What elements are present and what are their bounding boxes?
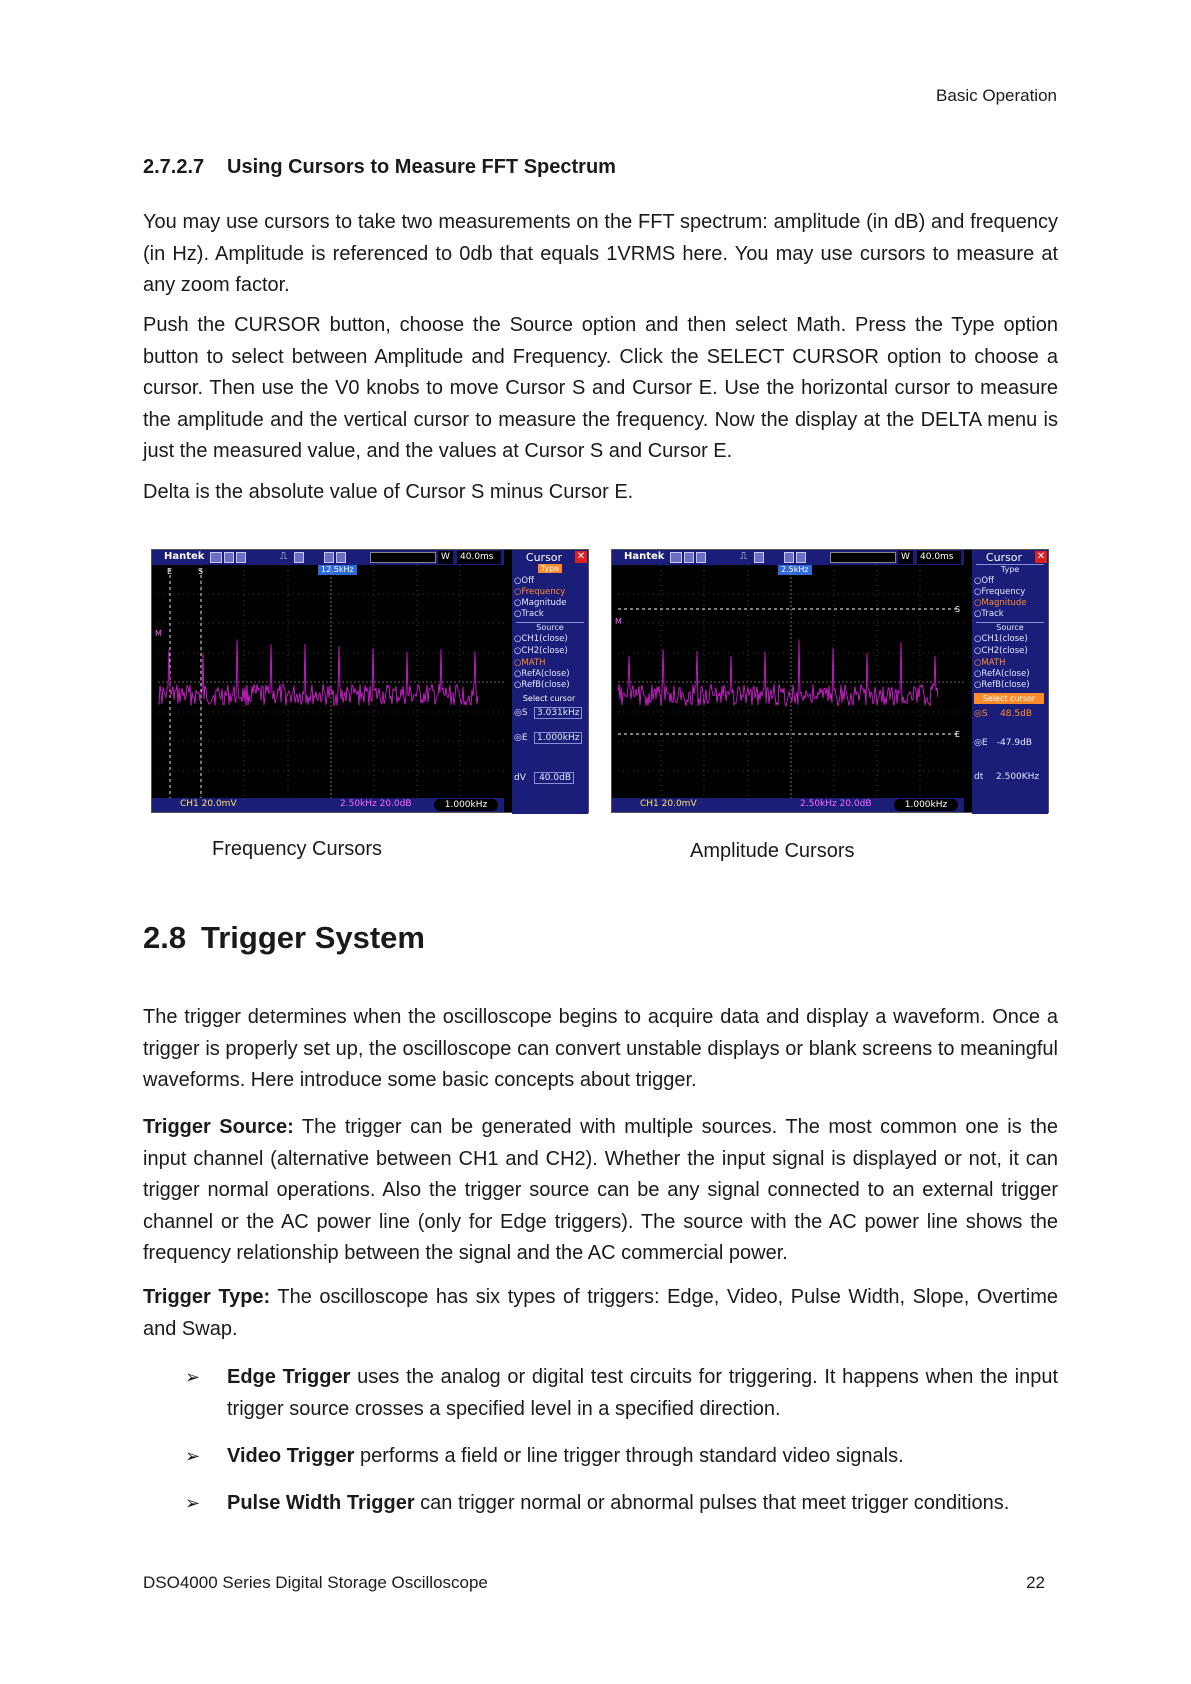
trigger-mode-icon xyxy=(754,552,764,563)
trigger-frequency-label: 2.5kHz xyxy=(778,565,812,575)
page-number: 22 xyxy=(1026,1573,1045,1592)
fft-display xyxy=(155,565,504,800)
caption-frequency-cursors: Frequency Cursors xyxy=(212,838,383,860)
wave-icon xyxy=(210,552,222,563)
close-icon[interactable]: ✕ xyxy=(576,551,586,562)
run-icon xyxy=(696,552,706,563)
type-option-off[interactable]: ○Off xyxy=(974,576,994,586)
fft-trace xyxy=(158,640,478,706)
figure-frequency-cursors xyxy=(151,549,589,813)
section-heading xyxy=(143,156,616,179)
cursor-s-marker: S xyxy=(198,567,204,576)
cursor-menu-title: Cursor xyxy=(985,551,1023,564)
memory-bar-icon xyxy=(830,552,896,563)
paragraph-cursor-procedure: Push the CURSOR button, choose the Source option and then select Math. Press the Type option button to select between Amplitude and Frequency. Click the SELECT CURSOR option to choose a cursor. Then use the V0 knobs to move Cursor S and Cursor E. Use the horizontal cursor to measure the amplitude and the vertical cursor to measure the frequency. Now the display at the DELTA menu is just the measured value, and the values at Cursor S and Cursor E. xyxy=(143,314,1058,462)
source-group-title: Source xyxy=(976,622,1044,632)
w-indicator: W xyxy=(438,551,453,564)
cursor-menu-panel xyxy=(972,550,1048,814)
math-scale: 2.50kHz 20.0dB xyxy=(340,799,412,809)
paragraph-delta: Delta is the absolute value of Cursor S minus Cursor E. xyxy=(143,481,634,503)
source-option-refa[interactable]: ○RefA(close) xyxy=(974,669,1030,679)
trigger-edge-icon: ⎍ xyxy=(280,551,287,562)
type-option-magnitude[interactable]: ○Magnitude xyxy=(974,598,1027,608)
paragraph-fft-cursors-intro: You may use cursors to take two measurements on the FFT spectrum: amplitude (in dB) and frequency (in Hz). Amplitude is referenced to 0db that equals 1VRMS here. You may use cursors to measure at any zoom factor. xyxy=(143,211,1058,296)
close-icon[interactable]: ✕ xyxy=(1036,551,1046,562)
cursor-e-readout: ◎E -47.9dB xyxy=(974,738,1032,748)
math-channel-marker: M xyxy=(615,617,622,626)
select-cursor-button[interactable]: Select cursor xyxy=(974,693,1044,704)
type-option-magnitude[interactable]: ○Magnitude xyxy=(514,598,567,608)
trigger-type-label: Trigger Type: xyxy=(143,1286,271,1308)
trigger-type-text: The oscilloscope has six types of triggers: Edge, Video, Pulse Width, Slope, Overtime and Swap. xyxy=(143,1286,1058,1340)
source-option-refb[interactable]: ○RefB(close) xyxy=(974,680,1030,690)
bullet-video-trigger: ➢ Video Trigger performs a field or line trigger through standard video signals. xyxy=(185,1441,1058,1473)
section-title: Using Cursors to Measure FFT Spectrum xyxy=(227,156,616,178)
graticule-axes xyxy=(158,565,504,800)
caption-amplitude-cursors: Amplitude Cursors xyxy=(690,840,855,862)
source-option-math[interactable]: ○MATH xyxy=(974,658,1006,668)
delta-readout: dV 40.0dB xyxy=(514,772,584,784)
memory-bar-icon xyxy=(370,552,436,563)
bullet-edge-trigger: ➢ Edge Trigger uses the analog or digital test circuits for triggering. It happens when the input trigger source crosses a specified level in a specified direction. xyxy=(185,1362,1058,1425)
wave-icon xyxy=(670,552,682,563)
usb-icon xyxy=(784,552,794,563)
type-group-title: Type xyxy=(976,564,1044,574)
chapter-number: 2.8 xyxy=(143,920,187,955)
graticule-axes xyxy=(618,565,964,800)
arrow-bullet-icon: ➢ xyxy=(185,1446,201,1466)
cursor-e-marker: E xyxy=(955,730,961,739)
run-icon xyxy=(236,552,246,563)
cursor-s-marker: S xyxy=(955,605,961,614)
trigger-frequency-label: 12.5kHz xyxy=(318,565,357,575)
cursor-s-readout: ◎S 48.5dB xyxy=(974,709,1032,719)
timebase-readout: 40.0ms xyxy=(457,551,501,564)
paragraph-trigger-source xyxy=(143,1112,1058,1270)
cursor-e-marker: E xyxy=(167,567,173,576)
select-cursor-button[interactable]: Select cursor xyxy=(522,694,576,703)
cursor-menu-panel xyxy=(512,550,588,814)
type-option-track[interactable]: ○Track xyxy=(974,609,1004,619)
paragraph-trigger-type xyxy=(143,1282,1058,1345)
type-option-frequency[interactable]: ○Frequency xyxy=(514,587,566,597)
math-scale: 2.50kHz 20.0dB xyxy=(800,799,872,809)
fft-display xyxy=(615,565,964,800)
source-option-ch2[interactable]: ○CH2(close) xyxy=(514,646,568,656)
running-header: Basic Operation xyxy=(936,86,1057,105)
cursor-lines xyxy=(170,567,204,800)
fft-trace xyxy=(618,639,938,706)
bullet-pulse-width-trigger: ➢ Pulse Width Trigger can trigger normal or abnormal pulses that meet trigger conditions. xyxy=(185,1488,1058,1520)
timebase-readout: 40.0ms xyxy=(917,551,961,564)
trigger-source-text: The trigger can be generated with multiple sources. The most common one is the input channel (alternative between CH1 and CH2). Whether the input signal is displayed or not, it can trigger normal operations. Also the trigger source can be any signal connected to an external trigger channel or the AC power line (only for Edge triggers). The source with the AC power line shows the frequency relationship between the signal and the AC commercial power. xyxy=(143,1116,1059,1264)
math-channel-marker: M xyxy=(155,629,162,638)
frequency-counter: 1.000kHz xyxy=(434,799,498,811)
arrow-bullet-icon: ➢ xyxy=(185,1367,201,1387)
w-indicator: W xyxy=(898,551,913,564)
chapter-title: Trigger System xyxy=(201,920,425,955)
scope-bottom-bar xyxy=(152,798,504,812)
menu-icon xyxy=(684,552,694,563)
cursor-menu-title: Cursor xyxy=(525,551,563,564)
cursor-lines xyxy=(618,609,958,734)
trigger-edge-icon: ⎍ xyxy=(740,551,747,562)
brand-logo: Hantek xyxy=(164,551,205,562)
source-option-ch1[interactable]: ○CH1(close) xyxy=(974,634,1028,644)
source-option-ch2[interactable]: ○CH2(close) xyxy=(974,646,1028,656)
footer-title: DSO4000 Series Digital Storage Oscilloscope xyxy=(143,1573,488,1592)
cursor-s-readout: ◎S 3.031kHz xyxy=(514,707,584,719)
arrow-bullet-icon: ➢ xyxy=(185,1493,201,1513)
type-option-frequency[interactable]: ○Frequency xyxy=(974,587,1026,597)
menu-icon xyxy=(224,552,234,563)
source-option-refa[interactable]: ○RefA(close) xyxy=(514,669,570,679)
scope-bottom-bar xyxy=(612,798,964,812)
scope-top-bar xyxy=(152,550,504,565)
save-icon xyxy=(796,552,806,563)
brand-logo: Hantek xyxy=(624,551,665,562)
source-option-refb[interactable]: ○RefB(close) xyxy=(514,680,570,690)
channel-scale: CH1 20.0mV xyxy=(640,799,697,809)
source-option-ch1[interactable]: ○CH1(close) xyxy=(514,634,568,644)
section-number: 2.7.2.7 xyxy=(143,156,205,178)
usb-icon xyxy=(324,552,334,563)
channel-scale: CH1 20.0mV xyxy=(180,799,237,809)
paragraph-trigger-intro: The trigger determines when the oscilloscope begins to acquire data and display a waveform. Once a trigger is properly set up, the oscilloscope can convert unstable displays or blank screens to meaningful waveforms. Here introduce some basic concepts about trigger. xyxy=(143,1006,1058,1091)
delta-readout: dt 2.500KHz xyxy=(974,772,1040,782)
scope-top-bar xyxy=(612,550,964,565)
figure-amplitude-cursors xyxy=(611,549,1049,813)
type-group-title: Type xyxy=(538,564,562,573)
source-option-math[interactable]: ○MATH xyxy=(514,658,546,668)
chapter-heading xyxy=(143,920,425,956)
cursor-e-readout: ◎E 1.000kHz xyxy=(514,732,584,744)
trigger-mode-icon xyxy=(294,552,304,563)
source-group-title: Source xyxy=(516,622,584,632)
save-icon xyxy=(336,552,346,563)
type-option-off[interactable]: ○Off xyxy=(514,576,534,586)
frequency-counter: 1.000kHz xyxy=(894,799,958,811)
trigger-source-label: Trigger Source: xyxy=(143,1116,294,1138)
type-option-track[interactable]: ○Track xyxy=(514,609,544,619)
